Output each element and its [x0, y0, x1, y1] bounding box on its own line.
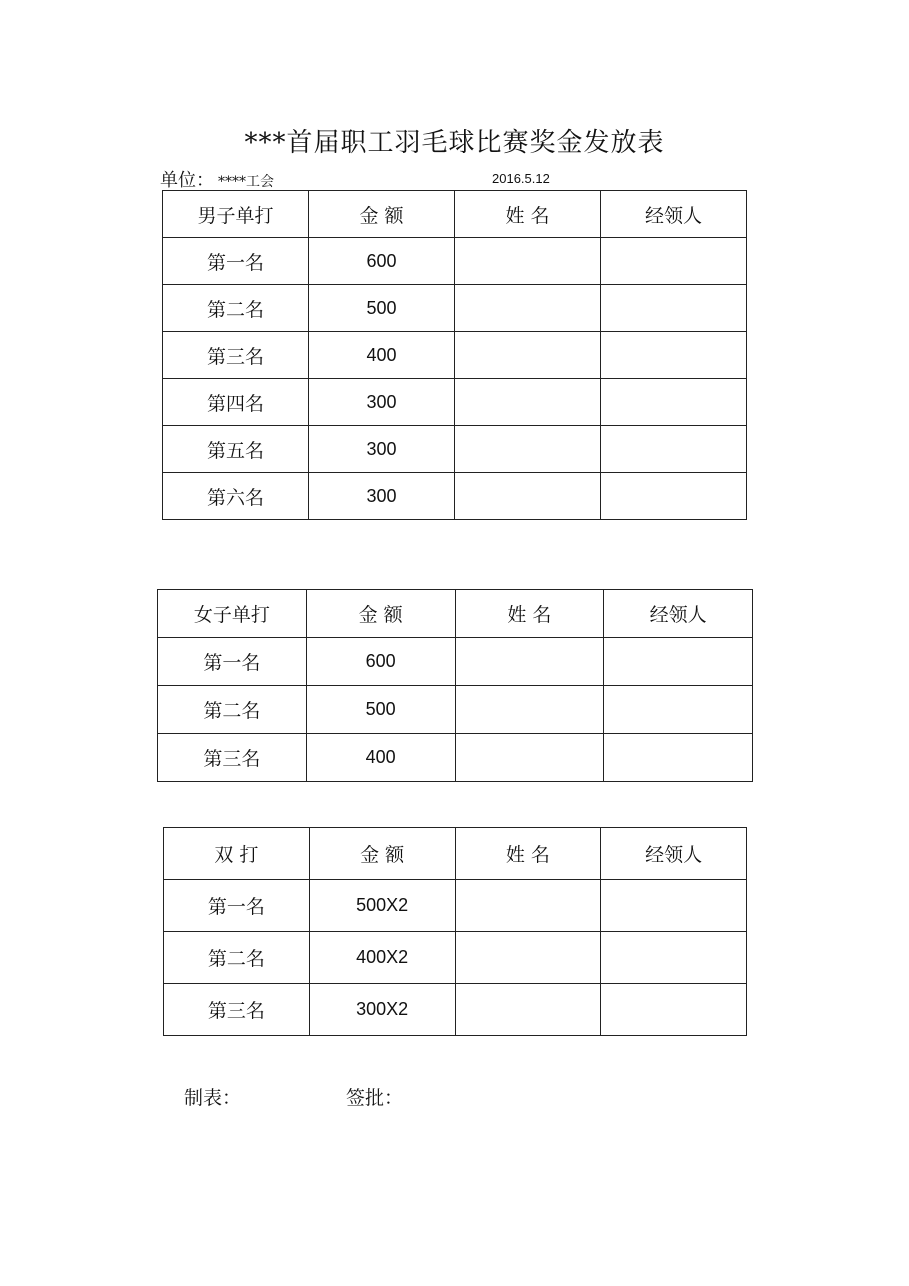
rank-cell: 第三名: [163, 332, 309, 379]
name-cell[interactable]: [455, 638, 604, 686]
womens-singles-table: [157, 589, 753, 782]
table-row: [158, 638, 753, 686]
table-row: [158, 686, 753, 734]
table-row: [163, 332, 747, 379]
name-cell[interactable]: [455, 332, 601, 379]
receiver-cell[interactable]: [601, 238, 747, 285]
header-amount: 金 额: [309, 191, 455, 238]
table-row: [163, 285, 747, 332]
name-cell[interactable]: [455, 473, 601, 520]
table-row: [163, 379, 747, 426]
doubles-table: [163, 827, 747, 1036]
table-row: [163, 473, 747, 520]
table-row: [164, 932, 747, 984]
name-cell[interactable]: [455, 379, 601, 426]
table-header-row: [164, 828, 747, 880]
table-row: [164, 984, 747, 1036]
table-header-row: [158, 590, 753, 638]
rank-cell: 第一名: [163, 238, 309, 285]
unit-value: ****工会: [218, 174, 274, 190]
document-title: ***首届职工羽毛球比赛奖金发放表: [244, 128, 665, 158]
receiver-cell[interactable]: [601, 332, 747, 379]
receiver-cell[interactable]: [604, 638, 753, 686]
approver-label: 签批：: [346, 1087, 404, 1109]
name-cell[interactable]: [455, 734, 604, 782]
header-name: 姓 名: [455, 828, 601, 880]
name-cell[interactable]: [455, 285, 601, 332]
rank-cell: 第二名: [164, 932, 310, 984]
amount-cell: 300: [309, 379, 455, 426]
name-cell[interactable]: [455, 238, 601, 285]
header-name: 姓 名: [455, 590, 604, 638]
header-name: 姓 名: [455, 191, 601, 238]
amount-cell: 400: [309, 332, 455, 379]
rank-cell: 第二名: [158, 686, 307, 734]
amount-cell: 400: [306, 734, 455, 782]
table-row: [164, 880, 747, 932]
maker-label: 制表：: [184, 1087, 242, 1109]
receiver-cell[interactable]: [601, 285, 747, 332]
table-row: [158, 734, 753, 782]
table-row: [163, 238, 747, 285]
header-category: 男子单打: [163, 191, 309, 238]
receiver-cell[interactable]: [601, 426, 747, 473]
receiver-cell[interactable]: [601, 984, 747, 1036]
amount-cell: 300: [309, 473, 455, 520]
receiver-cell[interactable]: [601, 880, 747, 932]
name-cell[interactable]: [455, 984, 601, 1036]
rank-cell: 第三名: [164, 984, 310, 1036]
rank-cell: 第五名: [163, 426, 309, 473]
amount-cell: 300: [309, 426, 455, 473]
receiver-cell[interactable]: [601, 379, 747, 426]
mens-singles-table: [162, 190, 747, 520]
amount-cell: 500: [309, 285, 455, 332]
rank-cell: 第一名: [164, 880, 310, 932]
header-amount: 金 额: [309, 828, 455, 880]
unit-label: 单位：: [160, 170, 214, 191]
receiver-cell[interactable]: [604, 734, 753, 782]
header-amount: 金 额: [306, 590, 455, 638]
amount-cell: 500X2: [309, 880, 455, 932]
rank-cell: 第二名: [163, 285, 309, 332]
header-category: 女子单打: [158, 590, 307, 638]
rank-cell: 第三名: [158, 734, 307, 782]
receiver-cell[interactable]: [601, 932, 747, 984]
header-receiver: 经领人: [604, 590, 753, 638]
header-receiver: 经领人: [601, 828, 747, 880]
document-date: 2016.5.12: [492, 171, 550, 186]
amount-cell: 400X2: [309, 932, 455, 984]
header-category: 双 打: [164, 828, 310, 880]
receiver-cell[interactable]: [601, 473, 747, 520]
rank-cell: 第四名: [163, 379, 309, 426]
receiver-cell[interactable]: [604, 686, 753, 734]
header-receiver: 经领人: [601, 191, 747, 238]
amount-cell: 600: [306, 638, 455, 686]
name-cell[interactable]: [455, 932, 601, 984]
table-row: [163, 426, 747, 473]
amount-cell: 500: [306, 686, 455, 734]
name-cell[interactable]: [455, 880, 601, 932]
amount-cell: 300X2: [309, 984, 455, 1036]
unit-line: [160, 166, 274, 192]
rank-cell: 第一名: [158, 638, 307, 686]
amount-cell: 600: [309, 238, 455, 285]
name-cell[interactable]: [455, 686, 604, 734]
table-header-row: [163, 191, 747, 238]
rank-cell: 第六名: [163, 473, 309, 520]
name-cell[interactable]: [455, 426, 601, 473]
